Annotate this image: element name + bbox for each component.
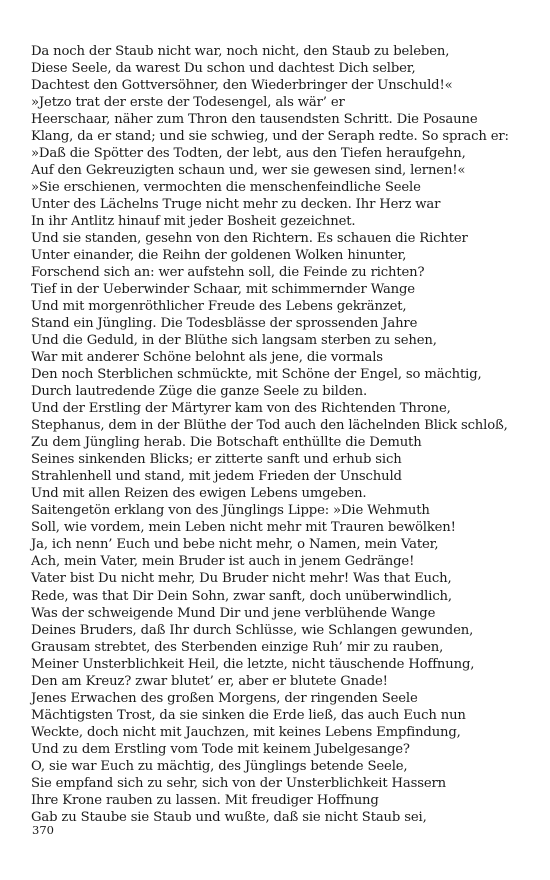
text-line: Soll, wie vordem, mein Leben nicht mehr mit Trauren bewölken! bbox=[31, 520, 456, 536]
text-line: Deines Bruders, daß Ihr durch Schlüsse, wie Schlangen gewunden, bbox=[31, 622, 474, 638]
text-line: Unter einander, die Reihn der goldenen Wolken hinunter, bbox=[31, 248, 407, 264]
text-line: Stand ein Jüngling. Die Todesblässe der sprossenden Jahre bbox=[31, 316, 418, 332]
text-line: Klang, da er stand; und sie schwieg, und der Seraph redte. So sprach er: bbox=[31, 129, 509, 145]
text-line: Den am Kreuz? zwar blutet’ er, aber er blutete Gnade! bbox=[31, 673, 388, 689]
text-line: Vater bist Du nicht mehr, Du Bruder nicht mehr! Was that Euch, bbox=[31, 571, 452, 587]
text-line: War mit anderer Schöne belohnt als jene, die vormals bbox=[31, 350, 383, 366]
text-line: Grausam strebtet, des Sterbenden einzige Ruh’ mir zu rauben, bbox=[31, 639, 444, 655]
text-line: Mächtigsten Trost, da sie sinken die Erde ließ, das auch Euch nun bbox=[31, 707, 466, 723]
text-line: Zu dem Jüngling herab. Die Botschaft enthüllte die Demuth bbox=[31, 435, 422, 451]
text-line: Rede, was that Dir Dein Sohn, zwar sanft, doch unüberwindlich, bbox=[31, 588, 452, 604]
text-line: Dachtest den Gottversöhner, den Wiederbringer der Unschuld!« bbox=[31, 78, 453, 94]
text-line: Gab zu Staube sie Staub und wußte, daß sie nicht Staub sei, bbox=[31, 809, 427, 825]
text-line: Und mit allen Reizen des ewigen Lebens umgeben. bbox=[31, 486, 367, 502]
text-line: »Daß die Spötter des Todten, der lebt, aus den Tiefen heraufgehn, bbox=[31, 146, 466, 162]
text-line: Was der schweigende Mund Dir und jene verblühende Wange bbox=[31, 605, 436, 621]
text-line: Tief in der Ueberwinder Schaar, mit schimmernder Wange bbox=[31, 282, 415, 298]
text-line: Unter des Lächelns Truge nicht mehr zu decken. Ihr Herz war bbox=[31, 197, 441, 213]
text-line: Stephanus, dem in der Blüthe der Tod auch den lächelnden Blick schloß, bbox=[31, 418, 508, 434]
page-number: 370 bbox=[32, 823, 54, 837]
text-line: Und zu dem Erstling vom Tode mit keinem Jubelgesange? bbox=[31, 741, 410, 757]
text-line: Ihre Krone rauben zu lassen. Mit freudiger Hoffnung bbox=[31, 792, 379, 808]
text-line: Da noch der Staub nicht war, noch nicht, den Staub zu beleben, bbox=[31, 44, 450, 59]
text-line: »Jetzo trat der erste der Todesengel, als wär’ er bbox=[31, 95, 345, 111]
text-line: Weckte, doch nicht mit Jauchzen, mit keines Lebens Empfindung, bbox=[31, 724, 461, 740]
text-line: Durch lautredende Züge die ganze Seele zu bilden. bbox=[31, 384, 368, 400]
poem-text bbox=[31, 43, 531, 826]
text-line: Ach, mein Vater, mein Bruder ist auch in jenem Gedränge! bbox=[31, 554, 415, 570]
text-line: Strahlenhell und stand, mit jedem Frieden der Unschuld bbox=[31, 469, 402, 485]
text-line: Und die Geduld, in der Blüthe sich langsam sterben zu sehen, bbox=[31, 333, 437, 349]
text-line: Heerschaar, näher zum Thron den tausendsten Schritt. Die Posaune bbox=[31, 112, 478, 128]
text-line: O, sie war Euch zu mächtig, des Jünglings betende Seele, bbox=[31, 758, 408, 774]
text-line: Und der Erstling der Märtyrer kam von des Richtenden Throne, bbox=[31, 401, 451, 417]
text-line: Sie empfand sich zu sehr, sich von der Unsterblichkeit Hassern bbox=[31, 775, 446, 791]
text-line: Diese Seele, da warest Du schon und dachtest Dich selber, bbox=[31, 61, 416, 77]
text-line: Seines sinkenden Blicks; er zitterte sanft und erhub sich bbox=[31, 452, 402, 468]
text-line: Und sie standen, gesehn von den Richtern. Es schauen die Richter bbox=[31, 231, 468, 247]
text-line: In ihr Antlitz hinauf mit jeder Bosheit gezeichnet. bbox=[31, 214, 356, 230]
text-line: Forschend sich an: wer aufstehn soll, die Feinde zu richten? bbox=[31, 265, 425, 281]
text-line: »Sie erschienen, vermochten die menschenfeindliche Seele bbox=[31, 180, 421, 196]
text-line: Meiner Unsterblichkeit Heil, die letzte, nicht täuschende Hoffnung, bbox=[31, 656, 475, 672]
text-line: Jenes Erwachen des großen Morgens, der ringenden Seele bbox=[31, 690, 418, 706]
text-line: Und mit morgenröthlicher Freude des Lebens gekränzet, bbox=[31, 299, 407, 315]
text-line: Den noch Sterblichen schmückte, mit Schöne der Engel, so mächtig, bbox=[31, 367, 482, 383]
text-line: Auf den Gekreuzigten schaun und, wer sie gewesen sind, lernen!« bbox=[31, 163, 466, 179]
text-line: Ja, ich nenn’ Euch und bebe nicht mehr, o Namen, mein Vater, bbox=[31, 537, 439, 553]
text-line: Saitengetön erklang von des Jünglings Lippe: »Die Wehmuth bbox=[31, 503, 430, 519]
